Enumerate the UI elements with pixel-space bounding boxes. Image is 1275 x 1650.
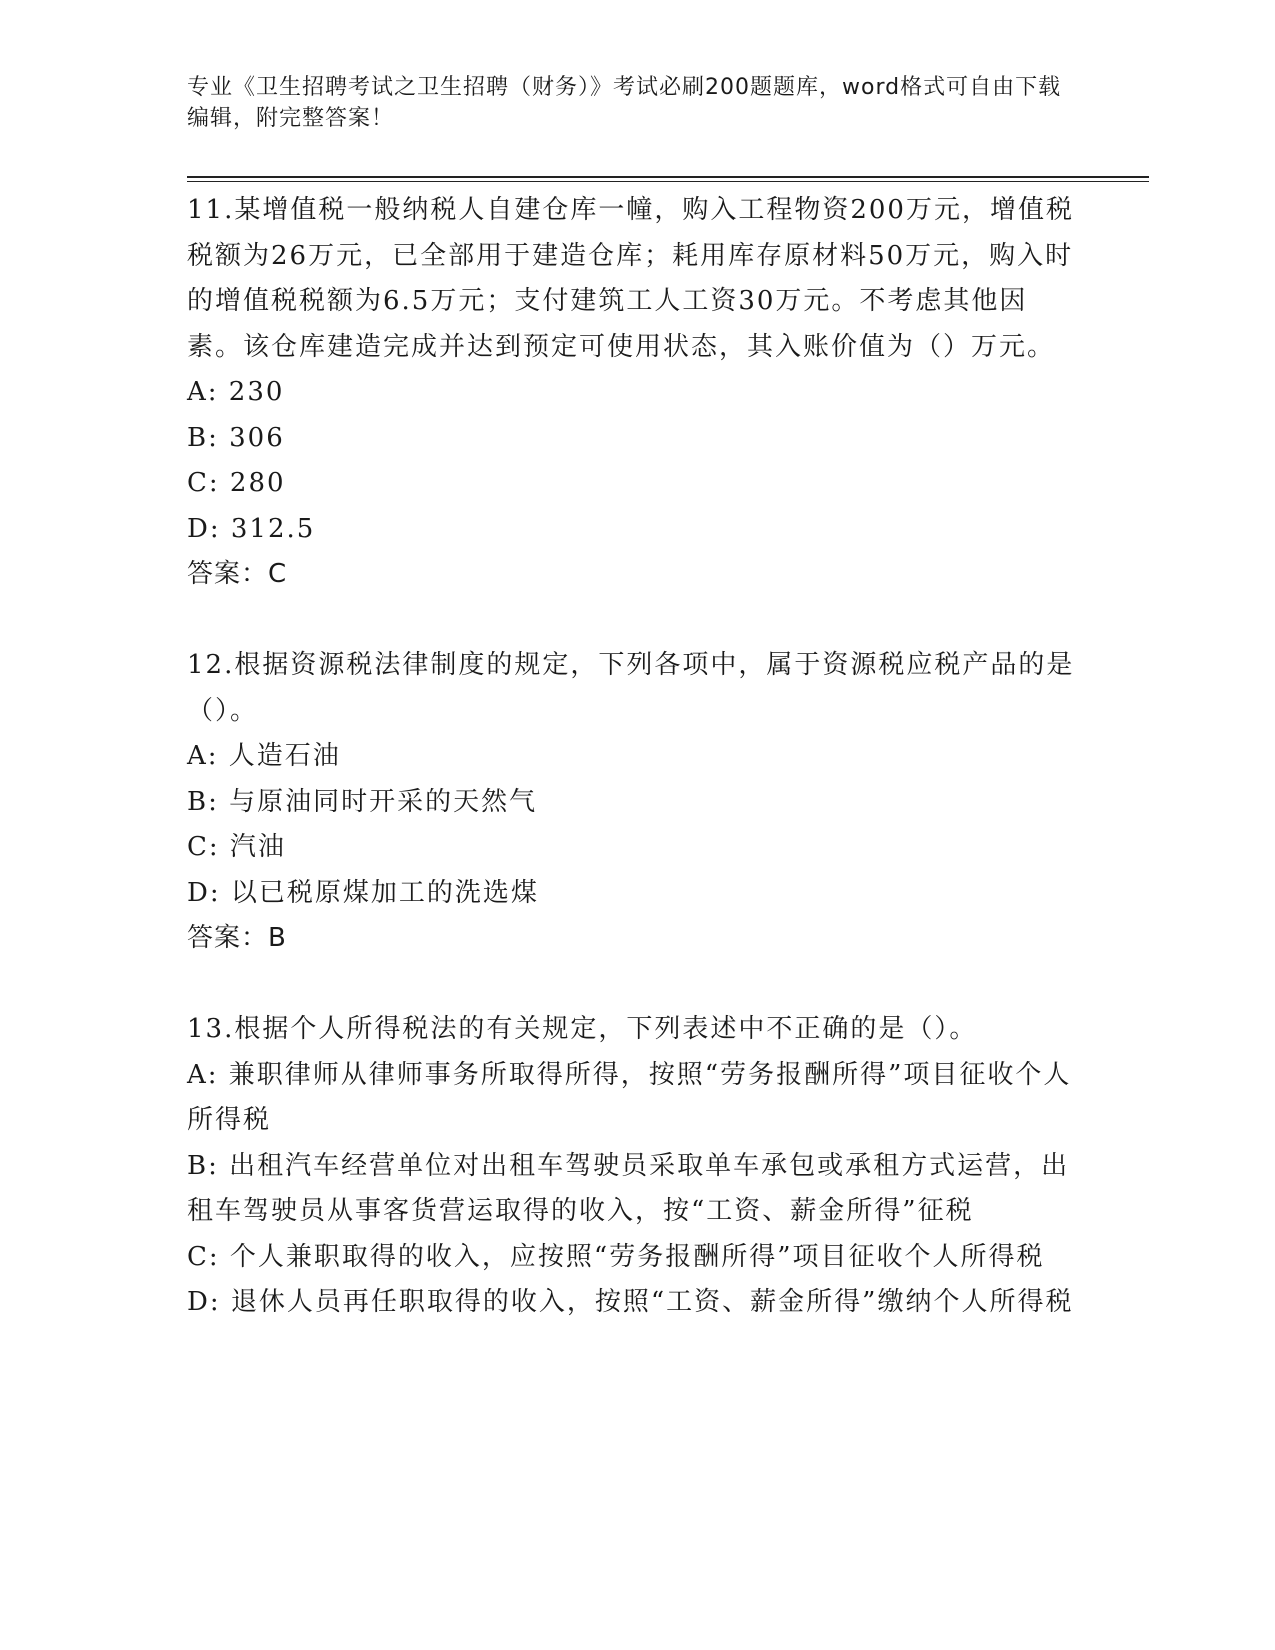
option-b: B: 与原油同时开采的天然气	[187, 786, 538, 817]
option-a: A: 230	[187, 377, 285, 407]
question-12	[187, 643, 1077, 962]
option-c: C: 汽油	[187, 832, 286, 862]
option-b: B: 出租汽车经营单位对出租车驾驶员采取单车承包或承租方式运营，出租车驾驶员从事客货营运取得的收入，按“工资、薪金所得”征税	[187, 1150, 1070, 1226]
option-d: D: 以已税原煤加工的洗选煤	[187, 877, 539, 908]
question-stem: 11.某增值税一般纳税人自建仓库一幢，购入工程物资200万元，增值税税额为26万元，已全部用于建造仓库；耗用库存原材料50万元，购入时的增值税税额为6.5万元；支付建筑工人工资30万元。不考虑其他因素。该仓库建造完成并达到预定可使用状态，其入账价值为（）万元。	[187, 195, 1074, 362]
question-stem: 12.根据资源税法律制度的规定，下列各项中，属于资源税应税产品的是（）。	[187, 650, 1075, 726]
answer-line: 答案：C	[187, 559, 288, 589]
question-11	[187, 188, 1077, 598]
question-13	[187, 1007, 1077, 1326]
header-divider-thick	[187, 176, 1149, 178]
question-spacer	[187, 962, 1077, 1008]
answer-line: 答案：B	[187, 923, 287, 953]
option-a: A: 兼职律师从律师事务所取得所得，按照“劳务报酬所得”项目征收个人所得税	[187, 1059, 1072, 1135]
question-list	[187, 188, 1077, 1326]
question-spacer	[187, 598, 1077, 644]
question-stem: 13.根据个人所得税法的有关规定，下列表述中不正确的是（）。	[187, 1014, 978, 1044]
header-divider-thin	[187, 181, 1149, 182]
option-a: A: 人造石油	[187, 741, 341, 771]
option-c: C: 280	[187, 468, 286, 498]
option-d: D: 312.5	[187, 513, 316, 544]
option-c: C: 个人兼职取得的收入，应按照“劳务报酬所得”项目征收个人所得税	[187, 1241, 1045, 1272]
option-d: D: 退休人员再任职取得的收入，按照“工资、薪金所得”缴纳个人所得税	[187, 1287, 1074, 1317]
option-b: B: 306	[187, 422, 285, 453]
document-header: 专业《卫生招聘考试之卫生招聘（财务）》考试必刷200题题库，word格式可自由下载编辑，附完整答案！	[187, 75, 1062, 131]
